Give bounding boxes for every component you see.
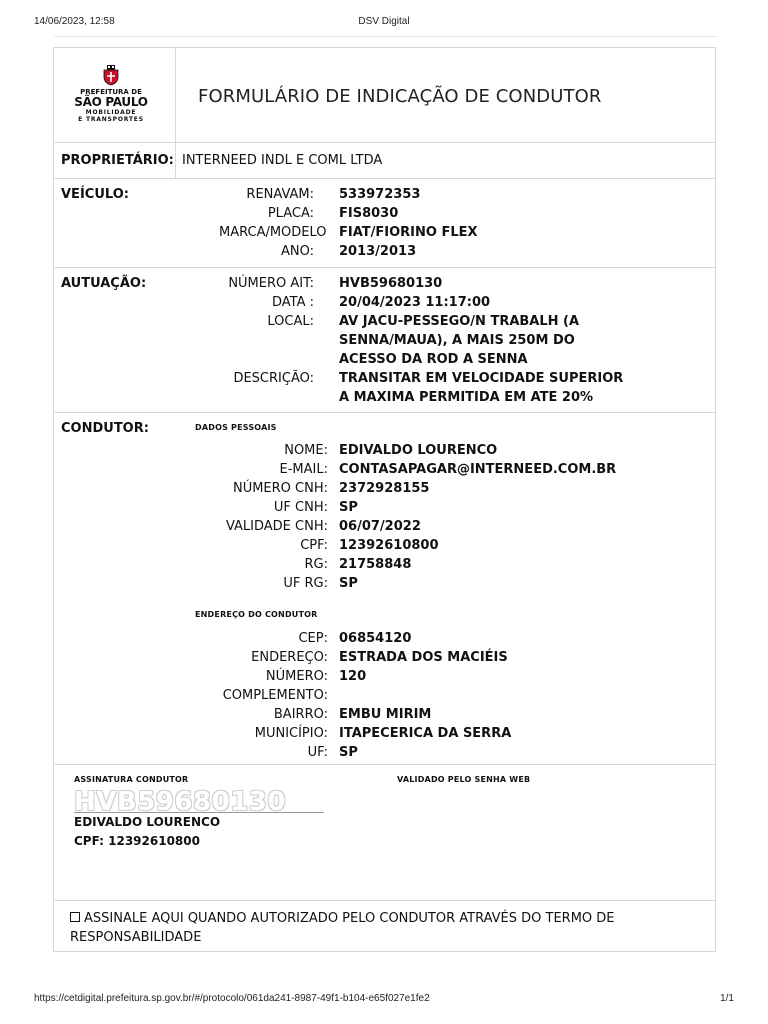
logo-line4: E TRANSPORTES (78, 116, 144, 123)
veiculo-fields (54, 185, 717, 265)
numero-cnh-value: 2372928155 (339, 481, 430, 496)
numero-ait-value: HVB59680130 (339, 276, 443, 291)
logo-cell (54, 48, 176, 142)
city-crest-icon (100, 64, 122, 86)
assinatura-section (54, 765, 715, 901)
print-datetime: 14/06/2023, 12:58 (34, 16, 115, 27)
numero-cnh-label: NÚMERO CNH: (232, 481, 328, 496)
nome-label: NOME: (284, 443, 328, 458)
proprietario-section (54, 143, 715, 179)
title-section (54, 48, 715, 143)
municipio-value: ITAPECERICA DA SERRA (339, 726, 512, 741)
signer-cpf: CPF: 12392610800 (74, 834, 200, 848)
rg-value: 21758848 (339, 557, 412, 572)
validade-cnh-value: 06/07/2022 (339, 519, 421, 534)
data-label: DATA : (271, 295, 314, 310)
email-label: E-MAIL: (279, 462, 328, 477)
numero-ait-label: NÚMERO AIT: (228, 276, 314, 291)
renavam-value: 533972353 (339, 187, 421, 202)
veiculo-label: VEÍCULO: (61, 187, 129, 202)
autorizacao-text: ASSINALE AQUI QUANDO AUTORIZADO PELO CONDUTOR ATRAVÉS DO TERMO DE RESPONSABILIDADE (70, 911, 615, 945)
cpf-value: 12392610800 (339, 538, 439, 553)
uf-label: UF: (307, 745, 328, 760)
autuacao-label: AUTUAÇÃO: (61, 276, 147, 291)
condutor-label: CONDUTOR: (61, 421, 149, 436)
descricao-value: TRANSITAR EM VELOCIDADE SUPERIOR A MAXIMA PERMITIDA EM ATE 20% (339, 371, 624, 405)
ano-value: 2013/2013 (339, 244, 417, 259)
proprietario-label: PROPRIETÁRIO: (54, 143, 176, 178)
cep-value: 06854120 (339, 631, 412, 646)
complemento-label: COMPLEMENTO: (222, 688, 328, 703)
uf-rg-value: SP (339, 576, 358, 591)
veiculo-section (54, 179, 715, 268)
validade-cnh-label: VALIDADE CNH: (225, 519, 328, 534)
endereco-fields (54, 629, 717, 764)
assinatura-heading: ASSINATURA CONDUTOR (74, 775, 189, 784)
uf-rg-label: UF RG: (283, 576, 328, 591)
local-label: LOCAL: (267, 314, 314, 329)
dados-pessoais-heading: DADOS PESSOAIS (195, 423, 277, 432)
placa-value: FIS8030 (339, 206, 399, 221)
nome-value: EDIVALDO LOURENCO (339, 443, 498, 458)
divider (54, 36, 716, 37)
prefeitura-logo (66, 64, 156, 123)
uf-value: SP (339, 745, 358, 760)
logo-line3: MOBILIDADE (85, 109, 137, 116)
descricao-label: DESCRIÇÃO: (233, 371, 314, 386)
autorizacao-section (54, 901, 715, 951)
marca-modelo-label: MARCA/MODELO (219, 225, 327, 240)
numero-value: 120 (339, 669, 367, 684)
signer-name: EDIVALDO LOURENCO (74, 815, 221, 829)
endereco-label: ENDEREÇO: (251, 650, 328, 665)
local-value: AV JACU-PESSEGO/N TRABALH (A SENNA/MAUA), A MAIS 250M DO ACESSO DA ROD A SENNA (339, 314, 580, 367)
autorizacao-checkbox[interactable] (70, 912, 80, 922)
proprietario-value: INTERNEED INDL E COML LTDA (182, 153, 383, 168)
bairro-value: EMBU MIRIM (339, 707, 432, 722)
signature-line (74, 812, 324, 813)
logo-line1: PREFEITURA DE (80, 88, 142, 96)
print-title: DSV Digital (358, 16, 410, 27)
renavam-label: RENAVAM: (246, 187, 314, 202)
ano-label: ANO: (280, 244, 314, 259)
cep-label: CEP: (298, 631, 328, 646)
indicacao-form (53, 47, 716, 952)
print-header (34, 16, 734, 30)
dados-pessoais-fields (54, 441, 717, 596)
data-value: 20/04/2023 11:17:00 (339, 295, 491, 310)
logo-line2: SÃO PAULO (74, 95, 148, 109)
autuacao-section (54, 268, 715, 413)
endereco-value: ESTRADA DOS MACIÉIS (339, 650, 508, 665)
cpf-label: CPF: (300, 538, 328, 553)
rg-label: RG: (304, 557, 328, 572)
page-number: 1/1 (720, 993, 734, 1004)
municipio-label: MUNICÍPIO: (254, 726, 328, 741)
marca-modelo-value: FIAT/FIORINO FLEX (339, 225, 478, 240)
autuacao-fields (54, 274, 717, 409)
uf-cnh-label: UF CNH: (273, 500, 328, 515)
signature-stamp: HVB59680130 (74, 787, 286, 817)
email-value: CONTASAPAGAR@INTERNEED.COM.BR (339, 462, 617, 477)
page-url: https://cetdigital.prefeitura.sp.gov.br/#/protocolo/061da241-8987-49f1-b104-e65f027e1fe2 (34, 993, 430, 1004)
uf-cnh-value: SP (339, 500, 358, 515)
numero-label: NÚMERO: (265, 669, 328, 684)
form-title: FORMULÁRIO DE INDICAÇÃO DE CONDUTOR (198, 86, 602, 107)
condutor-section (54, 413, 715, 765)
bairro-label: BAIRRO: (273, 707, 328, 722)
validado-heading: VALIDADO PELO SENHA WEB (397, 775, 531, 784)
endereco-heading: ENDEREÇO DO CONDUTOR (195, 610, 318, 619)
placa-label: PLACA: (267, 206, 314, 221)
